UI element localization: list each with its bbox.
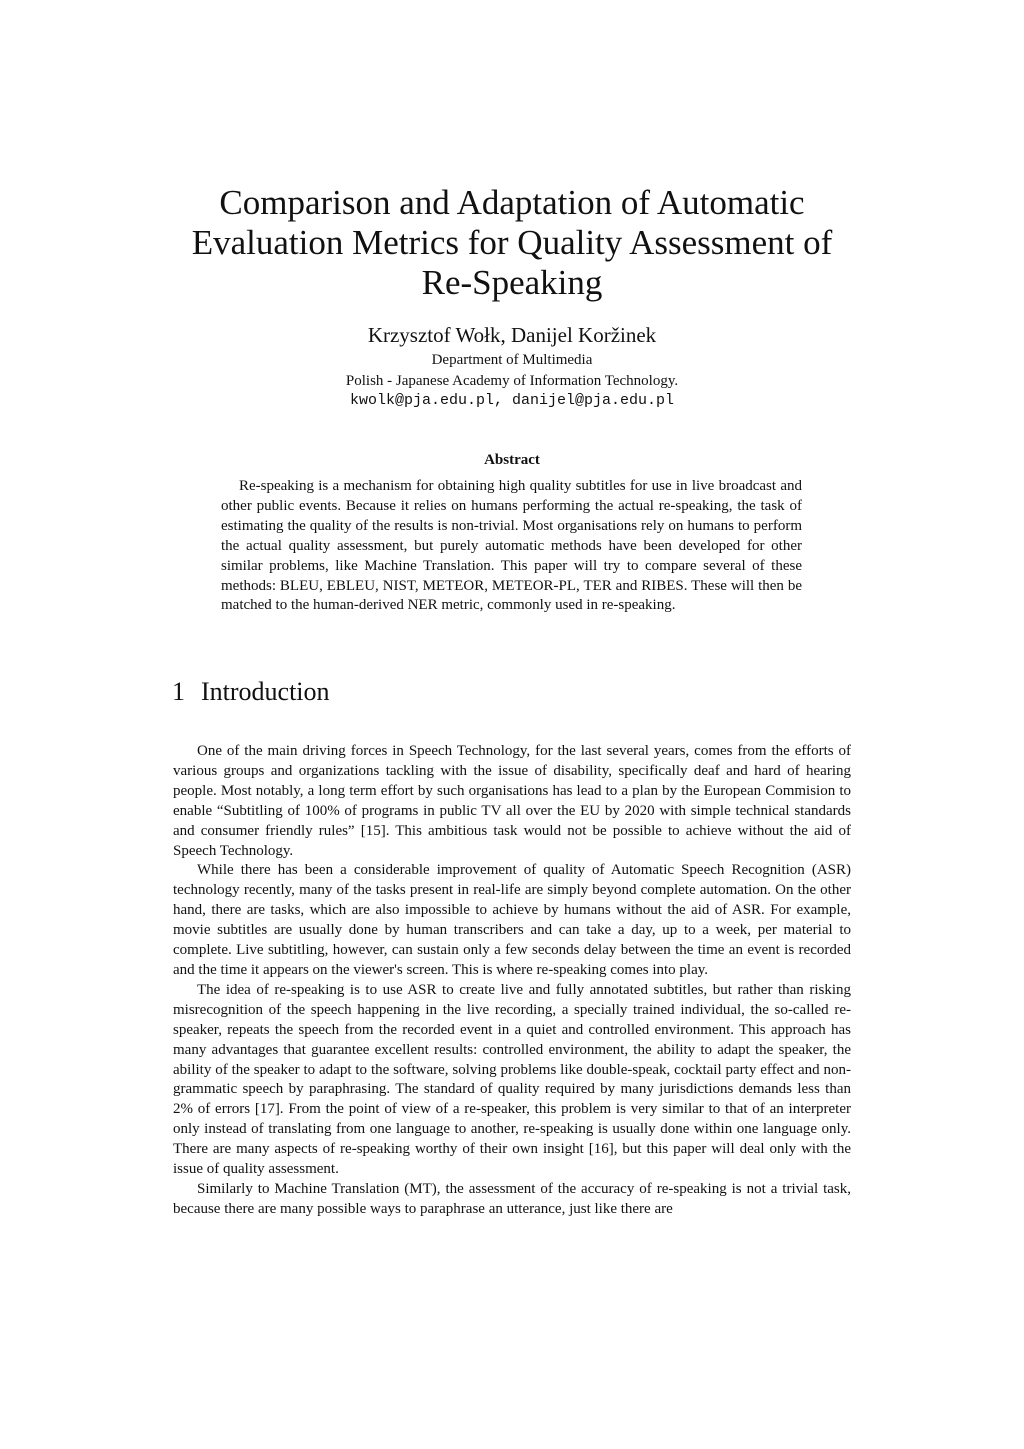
title-line-3: Re-Speaking (421, 263, 603, 302)
abstract-text: Re-speaking is a mechanism for obtaining high quality subtitles for use in live broadcast and other public events. Because it relies on humans performing the actual re-speaking, the task of estimating the quality of the results is non-trivial. Most organisations rely on humans to perform the actual quality assessment, but purely automatic methods have been developed for other similar problems, like Machine Translation. This paper will try to compare several of these methods: BLEU, EBLEU, NIST, METEOR, METEOR-PL, TER and RIBES. These will then be matched to the human-derived NER metric, commonly used in re-speaking. (221, 478, 802, 614)
body-paragraph: Similarly to Machine Translation (MT), the assessment of the accuracy of re-speaking is not a trivial task, because there are many possible ways to paraphrase an utterance, just like there are (173, 1180, 851, 1217)
section-title: Introduction (201, 677, 330, 706)
institution: Polish - Japanese Academy of Information Technology. (345, 373, 679, 389)
body-paragraph: While there has been a considerable improvement of quality of Automatic Speech Recognition (ASR) technology recently, many of the tasks present in real-life are simply beyond complete automation. On the other hand, there are tasks, which are also impossible to achieve by humans without the aid of ASR. For example, movie subtitles are usually done by human transcribers and can take a day, up to a week, per material to complete. Live subtitling, however, can sustain only a few seconds delay between the time an event is recorded and the time it appears on the viewer's screen. This is where re-speaking comes into play. (173, 862, 851, 978)
abstract-heading: Abstract (484, 452, 540, 468)
title-line-2: Evaluation Metrics for Quality Assessment of (191, 223, 833, 262)
section-body (173, 742, 851, 1220)
department: Department of Multimedia (431, 352, 593, 368)
body-paragraph: One of the main driving forces in Speech Technology, for the last several years, comes from the efforts of various groups and organizations tackling with the issue of disability, specifically deaf and hard of hearing people. Most notably, a long term effort by such organisations has lead to a plan by the European Commision to enable “Subtitling of 100% of programs in public TV all over the EU by 2020 with simple technical standards and consumer friendly rules” [15]. This ambitious task would not be possible to achieve without the aid of Speech Technology. (173, 743, 851, 859)
paper-title (150, 183, 874, 303)
author-names: Krzysztof Wołk, Danijel Koržinek (367, 323, 657, 347)
section-heading (172, 675, 330, 709)
section-number: 1 (172, 677, 185, 706)
body-paragraph: The idea of re-speaking is to use ASR to create live and fully annotated subtitles, but rather than risking misrecognition of the speech happening in the live recording, a specially trained individual, the so-called re-speaker, repeats the speech from the recorded event in a quiet and controlled environment. This approach has many advantages that guarantee excellent results: controlled environment, the ability to adapt the speaker, the ability of the speaker to adapt to the software, solving problems like double-speak, cocktail party effect and non-grammatic speech by paraphrasing. The standard of quality required by many jurisdictions demands less than 2% of errors [17]. From the point of view of a re-speaker, this problem is very similar to that of an interpreter only instead of translating from one language to another, re-speaking is usually done within one language only. There are many aspects of re-speaking worthy of their own insight [16], but this paper will deal only with the issue of quality assessment. (173, 981, 851, 1178)
title-line-1: Comparison and Adaptation of Automatic (219, 183, 805, 222)
author-emails: kwolk@pja.edu.pl, danijel@pja.edu.pl (349, 392, 675, 409)
